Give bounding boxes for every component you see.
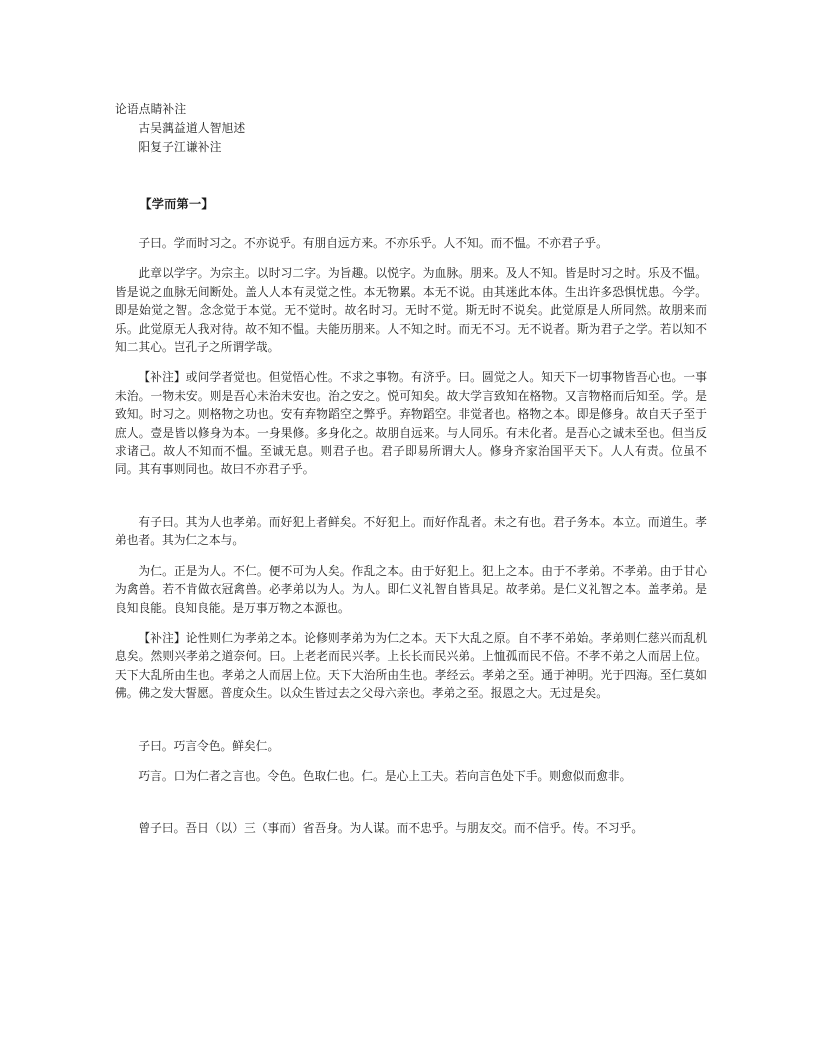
spacer-after-chapter-heading <box>115 214 707 234</box>
byline-author: 古吴蕅益道人智旭述 <box>138 121 246 135</box>
canonical-text-paragraph: 有子曰。其为人也孝弟。而好犯上者鲜矣。不好犯上。而好作乱者。未之有也。君子务本。本立。而道生。孝弟也者。其为仁之本与。 <box>115 514 707 548</box>
title-block <box>115 100 707 157</box>
section-xue-er-4 <box>115 819 707 837</box>
spacer-after-title <box>115 157 707 195</box>
canonical-text-paragraph: 子曰。巧言令色。鲜矣仁。 <box>138 738 280 753</box>
spacer-between-sections-3-4 <box>115 785 707 819</box>
spacer-between-sections-2-3 <box>115 703 707 737</box>
page-title: 论语点睛补注 <box>115 102 187 116</box>
canonical-text-paragraph: 曾子曰。吾日（以）三（事而）省吾身。为人谋。而不忠乎。与朋友交。而不信乎。传。不习乎。 <box>138 821 644 836</box>
commentary-paragraph: 为仁。正是为人。不仁。便不可为人矣。作乱之本。由于好犯上。犯上之本。由于不孝弟。不孝弟。由于甘心为禽兽。若不肯做衣冠禽兽。必孝弟以为人。为人。即仁义礼智自皆具足。故孝弟。是仁义礼智之本。盖孝弟。是良知良能。良知良能。是万事万物之本源也。 <box>115 563 707 615</box>
byline-annotator: 阳复子江谦补注 <box>138 140 222 154</box>
spacer-between-sections-1-2 <box>115 479 707 513</box>
section-xue-er-3 <box>115 737 707 786</box>
commentary-paragraph: 巧言。口为仁者之言也。令色。色取仁也。仁。是心上工夫。若向言色处下手。则愈似而愈非。 <box>138 768 632 783</box>
section-xue-er-1 <box>115 234 707 479</box>
canonical-text-paragraph: 子曰。学而时习之。不亦说乎。有朋自远方来。不亦乐乎。人不知。而不愠。不亦君子乎。 <box>138 236 608 250</box>
section-xue-er-2 <box>115 513 707 703</box>
chapter-heading: 【学而第一】 <box>139 197 214 211</box>
document-content <box>115 100 707 838</box>
supplementary-note-paragraph: 【补注】或问学者觉也。但觉悟心性。不求之事物。有济乎。曰。圆觉之人。知天下一切事物皆吾心也。一事未治。一物未安。则是吾心未治未安也。治之安之。悦可知矣。故大学言致知在格物。又言物格而后知至。学。是致知。时习之。则格物之功也。安有弃物蹈空之弊乎。弃物蹈空。非觉者也。格物之本。即是修身。故自天子至于庶人。壹是皆以修身为本。一身果修。多身化之。故朋自远来。与人同乐。有未化者。是吾心之诚未至也。但当反求诸己。故人不知而不愠。至诚无息。则君子也。君子即易所谓大人。修身齐家治国平天下。人人有责。位虽不同。其有事则同也。故曰不亦君子乎。 <box>115 370 707 477</box>
supplementary-note-paragraph: 【补注】论性则仁为孝弟之本。论修则孝弟为为仁之本。天下大乱之原。自不孝不弟始。孝弟则仁慈兴而乱机息矣。然则兴孝弟之道奈何。曰。上老老而民兴孝。上长长而民兴弟。上恤孤而民不倍。不孝不弟之人而居上位。天下大乱所由生也。孝弟之人而居上位。天下大治所由生也。孝经云。孝弟之至。通于神明。光于四海。至仁莫如佛。佛之发大誓愿。普度众生。以众生皆过去之父母六亲也。孝弟之至。报恩之大。无过是矣。 <box>115 630 707 701</box>
commentary-paragraph: 此章以学字。为宗主。以时习二字。为旨趣。以悦字。为血脉。朋来。及人不知。皆是时习之时。乐及不愠。皆是说之血脉无间断处。盖人人本有灵觉之性。本无物累。本无不说。由其迷此本体。生出许多恐惧忧患。今学。即是始觉之智。念念觉于本觉。无不觉时。故名时习。无时不觉。斯无时不说矣。此觉原是人所同然。故朋来而乐。此觉原无人我对待。故不知不愠。夫能历朋来。人不知之时。而无不习。无不说者。斯为君子之学。若以知不知二其心。岂孔子之所谓学哉。 <box>115 266 707 355</box>
